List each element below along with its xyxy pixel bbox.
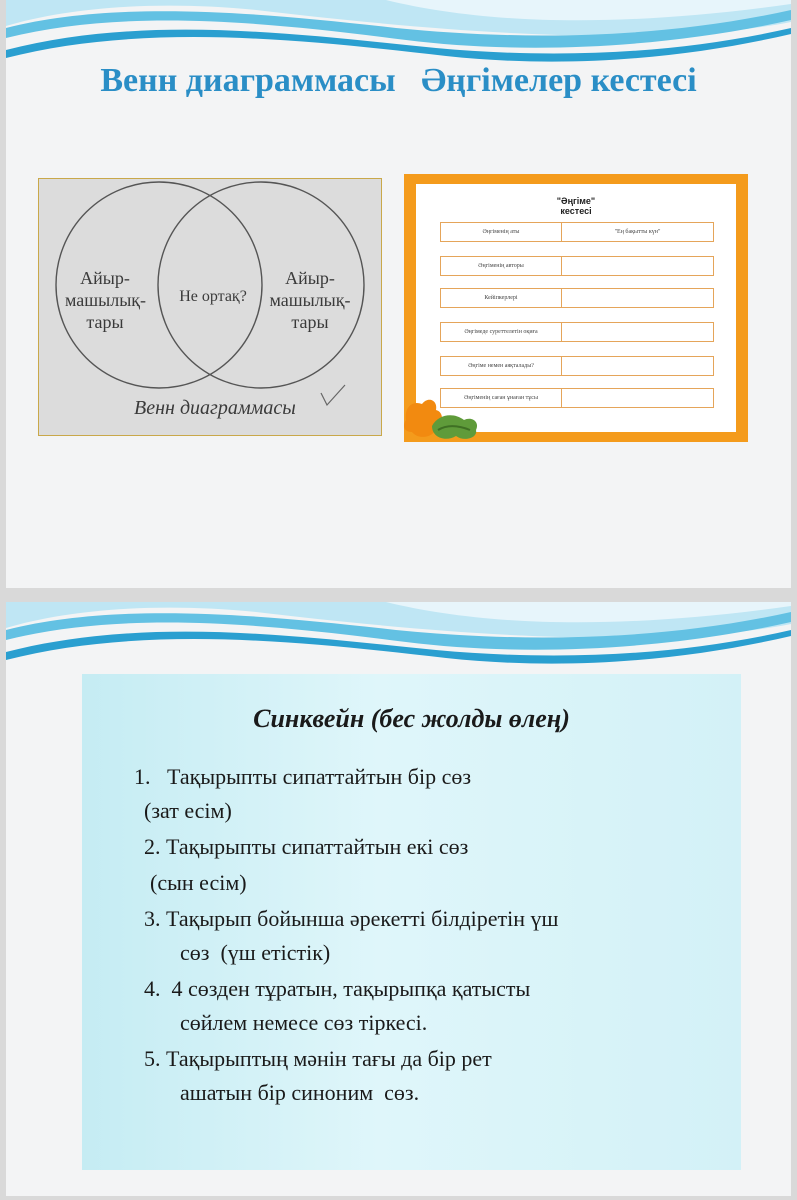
- row-value: [562, 289, 713, 307]
- sinkwein-line: 2. Тақырыпты сипаттайтын екі сөз: [144, 834, 469, 859]
- venn-left-line2: машылық-: [65, 290, 147, 310]
- row-label: Әңгіменің саған ұнаған тұсы: [441, 389, 562, 407]
- row-label: Әңгіме немен аяқталады?: [441, 357, 562, 375]
- venn-caption: Венн диаграммасы: [134, 397, 296, 419]
- sinkwein-line: 5. Тақырыптың мәнін тағы да бір рет: [144, 1046, 492, 1071]
- venn-diagram: [38, 178, 382, 436]
- sinkwein-line: (сын есім): [150, 870, 247, 895]
- row-label: Әңгіменің аты: [441, 223, 562, 241]
- sinkwein-content-box: [82, 674, 741, 1170]
- sinkwein-line: 1. Тақырыпты сипаттайтын бір сөз: [134, 764, 472, 789]
- sinkwein-line: (зат есім): [144, 798, 232, 823]
- sinkwein-title: Синквейн (бес жолды өлең): [253, 704, 570, 733]
- venn-right-label: [267, 267, 353, 333]
- row-label: Әңгімеде суреттелетін оқиға: [441, 323, 562, 341]
- venn-left-line3: тары: [86, 312, 124, 332]
- sinkwein-line: ашатын бір синоним сөз.: [180, 1080, 420, 1105]
- row-label: Кейіпкерлері: [441, 289, 562, 307]
- row-value: [562, 389, 713, 407]
- sinkwein-line: сөз (үш етістік): [180, 940, 331, 965]
- row-value: [562, 257, 713, 275]
- venn-right-line2: машылық-: [269, 290, 351, 310]
- venn-left-line1: Айыр-: [80, 268, 130, 288]
- table-row: [440, 322, 714, 342]
- leaf-decoration-icon: [402, 390, 482, 444]
- table-row: [440, 356, 714, 376]
- slide-venn-and-story-table: [6, 0, 791, 588]
- venn-right-line1: Айыр-: [285, 268, 335, 288]
- row-label: Әңгіменің авторы: [441, 257, 562, 275]
- row-value: "Ең бақытты күн": [614, 229, 661, 235]
- story-table-title-line2: кестесі: [560, 206, 592, 216]
- sinkwein-line: сөйлем немесе сөз тіркесі.: [180, 1010, 428, 1035]
- slide-sinkwein: [6, 602, 791, 1196]
- venn-center-label: Не ортақ?: [179, 288, 247, 305]
- table-row: [440, 256, 714, 276]
- row-value: [562, 357, 713, 375]
- story-table-card: [404, 174, 748, 442]
- table-row: [440, 288, 714, 308]
- venn-right-line3: тары: [291, 312, 329, 332]
- table-row: [440, 222, 714, 242]
- row-value: [562, 323, 713, 341]
- sinkwein-line: 4. 4 сөзден тұратын, тақырыпқа қатысты: [144, 976, 531, 1001]
- story-table-title: [416, 196, 736, 216]
- story-table-title-line1: "Әңгіме": [556, 196, 596, 206]
- sinkwein-line: 3. Тақырып бойынша әрекетті білдіретін үш: [144, 906, 559, 931]
- venn-left-label: [65, 267, 145, 333]
- slide1-title: Венн диаграммасы Әңгімелер кестесі: [100, 62, 697, 99]
